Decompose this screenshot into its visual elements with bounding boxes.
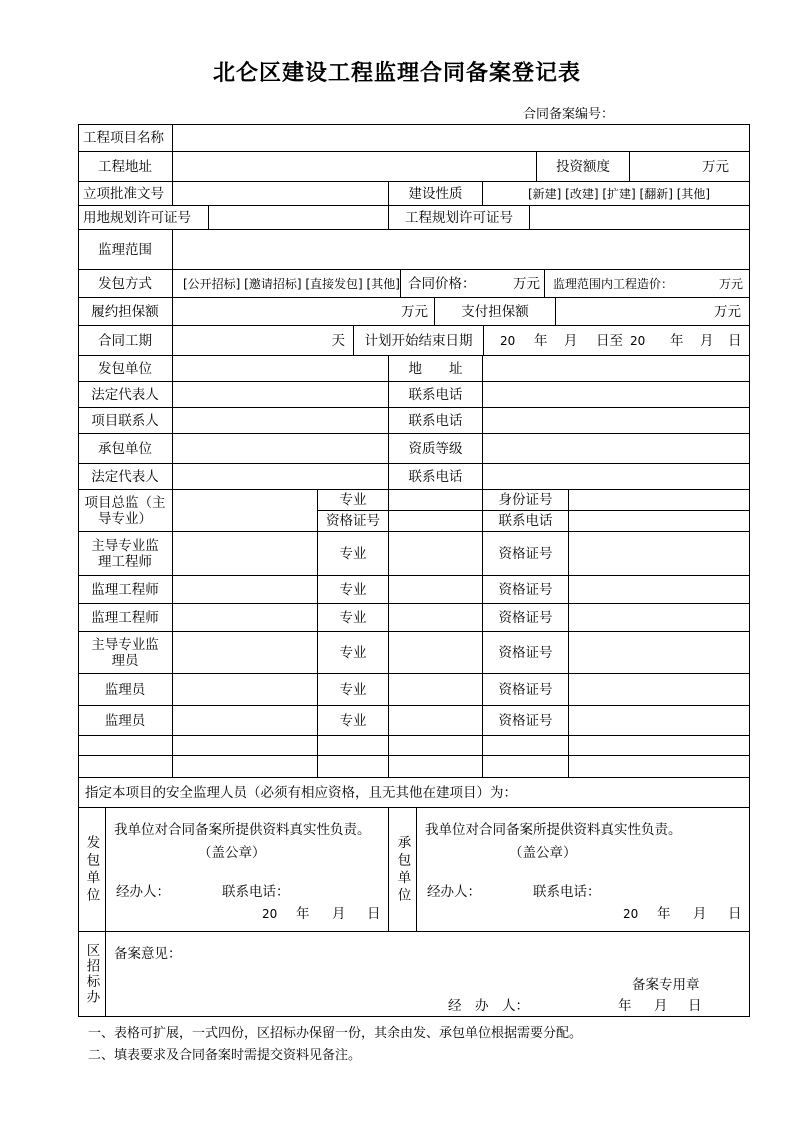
- planned-dates-label: 计划开始结束日期: [354, 326, 484, 356]
- staff-major-field[interactable]: [389, 532, 483, 576]
- staff-cert-field[interactable]: [569, 532, 750, 576]
- lead-engineer-label: 主导专业监理工程师: [78, 532, 173, 576]
- staff-name-field[interactable]: [173, 604, 318, 632]
- empty-cell[interactable]: [78, 736, 173, 756]
- month-label: 月: [654, 998, 668, 1014]
- contractor-phone-field[interactable]: [483, 464, 750, 490]
- tender-office-box[interactable]: [106, 932, 750, 1017]
- empty-cell[interactable]: [173, 736, 318, 756]
- staff-major-label: 专业: [318, 576, 389, 604]
- performance-guarantee-label: 履约担保额: [78, 298, 173, 326]
- day-label: 日: [728, 333, 742, 349]
- year-prefix: 20: [500, 334, 516, 348]
- safety-supervisor-line[interactable]: 指定本项目的安全监理人员（必须有相应资格，且无其他在建项目）为：: [78, 778, 750, 808]
- empty-cell[interactable]: [318, 756, 389, 778]
- contractor-unit-vertical: 承包单位: [389, 808, 417, 932]
- scope-cost-label: 监理范围内工程造价：: [553, 277, 674, 291]
- client-unit-field[interactable]: [173, 356, 389, 382]
- contractor-legal-rep-field[interactable]: [173, 464, 389, 490]
- chief-phone-field[interactable]: [569, 511, 750, 532]
- client-legal-rep-label: 法定代表人: [78, 382, 173, 408]
- contractor-unit-label: 承包单位: [78, 434, 173, 464]
- month-label: 月: [700, 333, 714, 349]
- staff-cert-label: 资格证号: [483, 532, 569, 576]
- contracting-method-label: 发包方式: [78, 270, 173, 298]
- empty-cell[interactable]: [483, 756, 569, 778]
- client-phone-label: 联系电话: [389, 382, 483, 408]
- staff-cert-field[interactable]: [569, 604, 750, 632]
- client-handler-label: 经办人：: [116, 884, 170, 900]
- engineering-permit-label: 工程规划许可证号: [389, 206, 530, 230]
- unit-wan-yuan: 万元: [401, 303, 428, 320]
- scope-cost-field[interactable]: [545, 270, 750, 298]
- project-name-label: 工程项目名称: [78, 124, 173, 152]
- empty-cell[interactable]: [389, 756, 483, 778]
- investment-label: 投资额度: [537, 152, 630, 182]
- record-seal-label: 备案专用章: [632, 977, 700, 993]
- unit-wan-yuan: 万元: [702, 158, 729, 175]
- tender-office-vertical: 区招标办: [78, 932, 106, 1017]
- year-prefix: 20: [630, 334, 646, 348]
- staff-cert-label: 资格证号: [483, 604, 569, 632]
- approval-doc-label: 立项批准文号: [78, 182, 173, 206]
- year-prefix: 20: [623, 907, 639, 921]
- staff-major-field[interactable]: [389, 604, 483, 632]
- chief-supervisor-name-field[interactable]: [173, 490, 318, 532]
- staff-cert-field[interactable]: [569, 706, 750, 736]
- planned-dates-field[interactable]: [484, 326, 750, 356]
- year-label: 年: [657, 906, 671, 922]
- client-phone-field[interactable]: [483, 382, 750, 408]
- page-title: 北仑区建设工程监理合同备案登记表: [212, 60, 581, 86]
- staff-cert-field[interactable]: [569, 674, 750, 706]
- office-handler-label: 经 办 人：: [448, 998, 529, 1014]
- investment-field[interactable]: [630, 152, 750, 182]
- note-1: 一、表格可扩展，一式四份，区招标办保留一份，其余由发、承包单位根据需要分配。: [88, 1026, 583, 1041]
- engineer-label: 监理工程师: [78, 604, 173, 632]
- staff-major-label: 专业: [318, 604, 389, 632]
- empty-cell[interactable]: [483, 736, 569, 756]
- contact-phone-field[interactable]: [483, 408, 750, 434]
- unit-day: 天: [331, 332, 345, 349]
- month-label: 月: [564, 333, 578, 349]
- staff-name-field[interactable]: [173, 674, 318, 706]
- chief-id-field[interactable]: [569, 490, 750, 511]
- staff-cert-label: 资格证号: [483, 576, 569, 604]
- engineering-permit-field[interactable]: [530, 206, 750, 230]
- staff-cert-field[interactable]: [569, 632, 750, 674]
- staff-name-field[interactable]: [173, 532, 318, 576]
- staff-major-label: 专业: [318, 674, 389, 706]
- empty-cell[interactable]: [569, 756, 750, 778]
- chief-supervisor-label: 项目总监（主导专业）: [78, 490, 173, 532]
- staff-cert-field[interactable]: [569, 576, 750, 604]
- year-prefix: 20: [262, 907, 278, 921]
- contractor-seal-label: （盖公章）: [509, 845, 577, 861]
- chief-id-label: 身份证号: [483, 490, 569, 511]
- contract-price-label: 合同价格：: [408, 276, 476, 292]
- chief-major-field[interactable]: [389, 490, 483, 511]
- note-2: 二、填表要求及合同备案时需提交资料见备注。: [88, 1048, 362, 1063]
- empty-cell[interactable]: [318, 736, 389, 756]
- year-label: 年: [670, 333, 684, 349]
- month-label: 月: [332, 906, 346, 922]
- contractor-legal-rep-label: 法定代表人: [78, 464, 173, 490]
- unit-wan-yuan: 万元: [719, 277, 744, 291]
- contract-period-label: 合同工期: [78, 326, 173, 356]
- year-label: 年: [618, 998, 632, 1014]
- supervision-scope-field[interactable]: [173, 230, 750, 270]
- contractor-phone-label: 联系电话: [389, 464, 483, 490]
- member-label: 监理员: [78, 674, 173, 706]
- staff-name-field[interactable]: [173, 632, 318, 674]
- chief-cert-label: 资格证号: [318, 511, 389, 532]
- project-name-field[interactable]: [173, 124, 750, 152]
- supervision-scope-label: 监理范围: [78, 230, 173, 270]
- day-to-label: 日至: [596, 333, 623, 349]
- empty-cell[interactable]: [78, 756, 173, 778]
- client-unit-vertical: 发包单位: [78, 808, 106, 932]
- year-label: 年: [296, 906, 310, 922]
- construction-nature-options[interactable]: [新建] [改建] [扩建] [翻新] [其他]: [483, 182, 750, 206]
- staff-major-label: 专业: [318, 706, 389, 736]
- empty-cell[interactable]: [173, 756, 318, 778]
- land-permit-label: 用地规划许可证号: [78, 206, 209, 230]
- staff-major-field[interactable]: [389, 674, 483, 706]
- client-unit-label: 发包单位: [78, 356, 173, 382]
- month-label: 月: [693, 906, 707, 922]
- record-number-label: 合同备案编号：: [523, 107, 615, 122]
- unit-wan-yuan: 万元: [513, 276, 540, 292]
- client-declaration-box[interactable]: [106, 808, 389, 932]
- engineer-label: 监理工程师: [78, 576, 173, 604]
- contract-period-field[interactable]: [173, 326, 354, 356]
- chief-major-label: 专业: [318, 490, 389, 511]
- staff-cert-label: 资格证号: [483, 706, 569, 736]
- year-label: 年: [534, 333, 548, 349]
- staff-name-field[interactable]: [173, 576, 318, 604]
- opinion-label: 备案意见：: [114, 946, 182, 962]
- staff-major-label: 专业: [318, 532, 389, 576]
- staff-cert-label: 资格证号: [483, 674, 569, 706]
- chief-phone-label: 联系电话: [483, 511, 569, 532]
- staff-major-label: 专业: [318, 632, 389, 674]
- payment-guarantee-field[interactable]: [556, 298, 750, 326]
- project-contact-label: 项目联系人: [78, 408, 173, 434]
- construction-nature-label: 建设性质: [389, 182, 483, 206]
- project-address-field[interactable]: [173, 152, 537, 182]
- member-label: 监理员: [78, 706, 173, 736]
- staff-name-field[interactable]: [173, 706, 318, 736]
- qualification-label: 资质等级: [389, 434, 483, 464]
- client-legal-rep-field[interactable]: [173, 382, 389, 408]
- qualification-field[interactable]: [483, 434, 750, 464]
- contracting-method-options[interactable]: [公开招标] [邀请招标] [直接发包] [其他]: [173, 270, 401, 298]
- client-phone-label: 联系电话：: [222, 884, 290, 900]
- contractor-statement: 我单位对合同备案所提供资料真实性负责。: [425, 822, 682, 838]
- day-label: 日: [728, 906, 742, 922]
- staff-major-field[interactable]: [389, 632, 483, 674]
- client-statement: 我单位对合同备案所提供资料真实性负责。: [114, 822, 371, 838]
- client-seal-label: （盖公章）: [198, 845, 266, 861]
- contact-phone-label: 联系电话: [389, 408, 483, 434]
- performance-guarantee-field[interactable]: [173, 298, 435, 326]
- contract-price-field[interactable]: [401, 270, 545, 298]
- client-address-field[interactable]: [483, 356, 750, 382]
- lead-member-label: 主导专业监理员: [78, 632, 173, 674]
- land-permit-field[interactable]: [209, 206, 389, 230]
- empty-cell[interactable]: [569, 736, 750, 756]
- empty-cell[interactable]: [389, 736, 483, 756]
- payment-guarantee-label: 支付担保额: [435, 298, 556, 326]
- day-label: 日: [367, 906, 381, 922]
- approval-doc-field[interactable]: [173, 182, 389, 206]
- staff-major-field[interactable]: [389, 706, 483, 736]
- chief-cert-field[interactable]: [389, 511, 483, 532]
- staff-major-field[interactable]: [389, 576, 483, 604]
- contractor-handler-label: 经办人：: [427, 884, 481, 900]
- client-address-label: 地 址: [389, 356, 483, 382]
- contractor-declaration-box[interactable]: [417, 808, 750, 932]
- project-address-label: 工程地址: [78, 152, 173, 182]
- contractor-unit-field[interactable]: [173, 434, 389, 464]
- staff-cert-label: 资格证号: [483, 632, 569, 674]
- unit-wan-yuan: 万元: [714, 303, 741, 320]
- day-label: 日: [688, 998, 702, 1014]
- project-contact-field[interactable]: [173, 408, 389, 434]
- contractor-phone-label: 联系电话：: [533, 884, 601, 900]
